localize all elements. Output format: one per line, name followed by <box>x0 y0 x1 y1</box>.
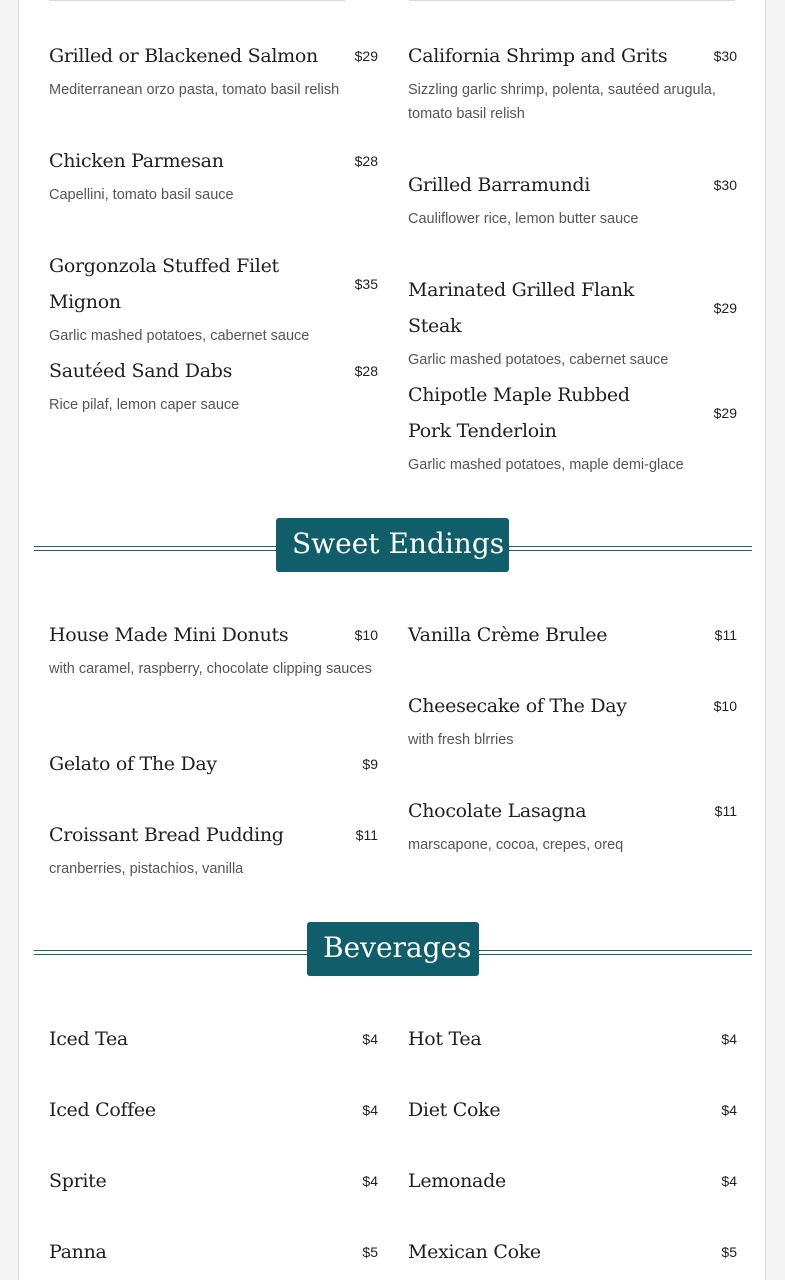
item-name: Grilled or Blackened Salmon <box>49 45 318 67</box>
section-header-sweet-endings <box>34 518 752 572</box>
item-price: $35 <box>354 276 378 292</box>
item-price: $28 <box>354 153 378 169</box>
menu-item <box>49 248 378 348</box>
menu-item <box>49 353 378 417</box>
menu-item <box>408 688 737 752</box>
item-price: $29 <box>713 405 737 421</box>
item-name: California Shrimp and Grits <box>408 45 668 67</box>
menu-item <box>408 793 737 857</box>
item-description: Capellini, tomato basil sauce <box>49 187 234 203</box>
item-price: $5 <box>721 1244 737 1260</box>
item-name: House Made Mini Donuts <box>49 624 289 646</box>
item-name: Gorgonzola Stuffed Filet Mignon <box>49 255 279 313</box>
item-price: $4 <box>362 1031 378 1047</box>
item-name: Marinated Grilled Flank Steak <box>408 279 634 337</box>
item-price: $4 <box>362 1173 378 1189</box>
section-header-beverages <box>34 922 752 976</box>
menu-item <box>49 1234 378 1270</box>
menu-item <box>49 746 378 782</box>
menu-item <box>408 377 737 477</box>
item-description: Sizzling garlic shrimp, polenta, sautéed arugula, tomato basil relish <box>408 82 716 122</box>
menu-item <box>49 38 378 102</box>
menu-item <box>49 1092 378 1128</box>
item-price: $4 <box>362 1102 378 1118</box>
item-description: Garlic mashed potatoes, maple demi-glace <box>408 457 684 473</box>
menu-item <box>408 272 737 372</box>
section-title: Beverages <box>307 922 479 976</box>
item-description: with fresh blrries <box>408 732 514 748</box>
item-price: $30 <box>713 177 737 193</box>
menu-item <box>408 1021 737 1057</box>
item-name: Croissant Bread Pudding <box>49 824 284 846</box>
item-price: $29 <box>354 48 378 64</box>
menu-item <box>49 143 378 207</box>
item-price: $11 <box>714 803 737 819</box>
item-price: $4 <box>721 1102 737 1118</box>
item-name: Lemonade <box>408 1170 506 1192</box>
item-name: Chocolate Lasagna <box>408 800 587 822</box>
item-description: Mediterranean orzo pasta, tomato basil relish <box>49 82 340 98</box>
item-price: $5 <box>362 1244 378 1260</box>
item-name: Chicken Parmesan <box>49 150 224 172</box>
menu-item <box>49 1021 378 1057</box>
menu-item <box>408 617 737 653</box>
item-description: Garlic mashed potatoes, cabernet sauce <box>408 352 669 368</box>
item-price: $29 <box>713 300 737 316</box>
item-name: Chipotle Maple Rubbed Pork Tenderloin <box>408 384 630 442</box>
item-price: $11 <box>355 827 378 843</box>
item-name: Gelato of The Day <box>49 753 217 775</box>
menu-item <box>408 1092 737 1128</box>
item-description: Cauliflower rice, lemon butter sauce <box>408 211 639 227</box>
item-price: $30 <box>713 48 737 64</box>
item-description: Rice pilaf, lemon caper sauce <box>49 397 240 413</box>
item-name: Iced Tea <box>49 1028 128 1050</box>
item-name: Vanilla Crème Brulee <box>408 624 608 646</box>
menu-item <box>408 167 737 231</box>
item-name: Grilled Barramundi <box>408 174 591 196</box>
menu-item <box>408 38 737 126</box>
item-price: $4 <box>721 1173 737 1189</box>
item-name: Iced Coffee <box>49 1099 156 1121</box>
item-name: Diet Coke <box>408 1099 501 1121</box>
item-price: $10 <box>713 698 737 714</box>
menu-item <box>49 1163 378 1199</box>
item-name: Panna <box>49 1241 107 1263</box>
item-name: Sautéed Sand Dabs <box>49 360 233 382</box>
item-divider <box>409 0 735 1</box>
item-name: Hot Tea <box>408 1028 482 1050</box>
item-price: $11 <box>714 627 737 643</box>
item-description: with caramel, raspberry, chocolate clipping sauces <box>49 661 372 677</box>
item-description: marscapone, cocoa, crepes, oreq <box>408 837 624 853</box>
item-description: Garlic mashed potatoes, cabernet sauce <box>49 328 310 344</box>
item-price: $9 <box>362 756 378 772</box>
menu-item <box>49 817 378 881</box>
item-price: $28 <box>354 363 378 379</box>
item-description: cranberries, pistachios, vanilla <box>49 861 244 877</box>
item-name: Sprite <box>49 1170 107 1192</box>
item-name: Cheesecake of The Day <box>408 695 627 717</box>
item-price: $4 <box>721 1031 737 1047</box>
menu-item <box>408 1234 737 1270</box>
menu-item <box>408 1163 737 1199</box>
item-name: Mexican Coke <box>408 1241 541 1263</box>
section-title: Sweet Endings <box>276 518 509 572</box>
item-divider <box>49 0 345 1</box>
menu-item <box>49 617 378 681</box>
item-price: $10 <box>354 627 378 643</box>
